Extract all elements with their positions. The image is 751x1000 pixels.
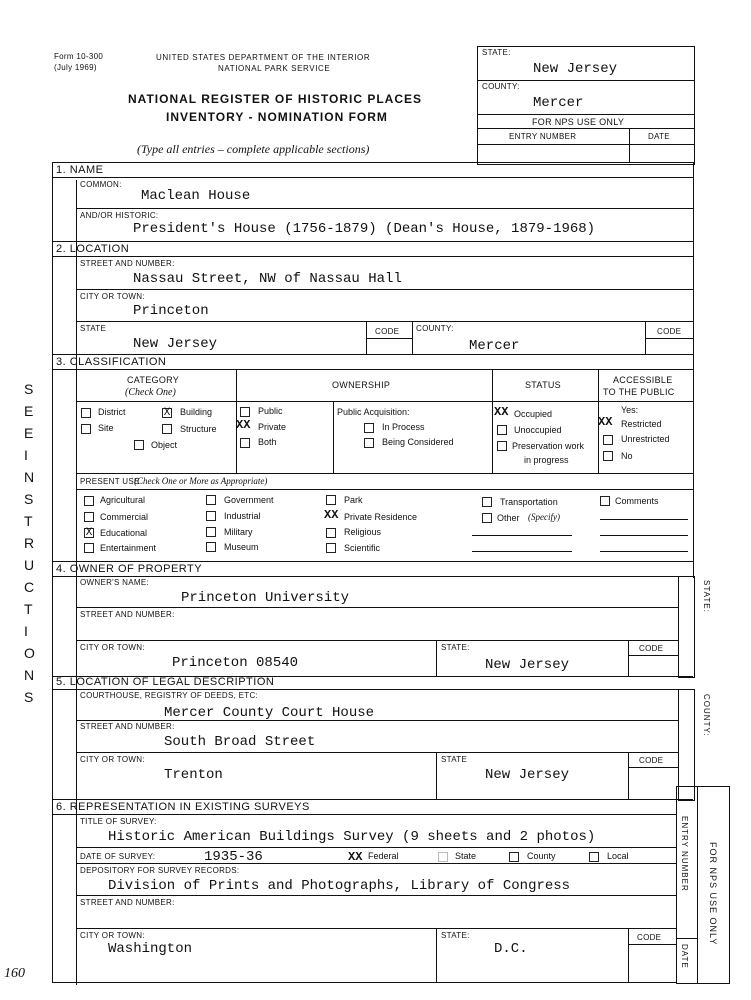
religious-checkbox[interactable]	[326, 528, 336, 538]
preservation-checkbox[interactable]	[497, 441, 507, 451]
owner-code-label: CODE	[639, 644, 664, 653]
in-process-checkbox[interactable]	[364, 423, 374, 433]
unoccupied-label: Unoccupied	[514, 425, 562, 435]
depository-state-label: STATE:	[441, 931, 470, 940]
survey-date-label: DATE OF SURVEY:	[80, 852, 156, 861]
depository-city-label: CITY OR TOWN:	[80, 931, 145, 940]
owner-state-label: STATE:	[441, 643, 470, 652]
status-heading: STATUS	[525, 380, 561, 390]
legal-code-label: CODE	[639, 756, 664, 765]
museum-checkbox[interactable]	[206, 542, 216, 552]
top-nps-use-label: FOR NPS USE ONLY	[532, 117, 625, 127]
county-survey-checkbox[interactable]	[509, 852, 519, 862]
county-label: COUNTY:	[416, 324, 454, 333]
see-instructions-side-text: SEE INSTRUCTIONS	[24, 381, 44, 705]
top-county-label: COUNTY:	[482, 82, 520, 91]
occupied-label: Occupied	[514, 409, 553, 419]
depository-city-value: Washington	[108, 941, 193, 957]
street-value: Nassau Street, NW of Nassau Hall	[133, 271, 402, 287]
local-survey-label: Local	[607, 851, 629, 861]
being-considered-checkbox[interactable]	[364, 438, 374, 448]
accessible-heading-line1: ACCESSIBLE	[613, 375, 673, 385]
depository-value: Division of Prints and Photographs, Library of Congress	[108, 878, 571, 894]
site-label: Site	[98, 423, 114, 433]
side-entry-number-label: ENTRY NUMBER	[680, 816, 689, 892]
state-value: New Jersey	[133, 336, 218, 352]
object-checkbox[interactable]	[134, 440, 144, 450]
unrestricted-label: Unrestricted	[621, 434, 670, 444]
form-title-line1: NATIONAL REGISTER OF HISTORIC PLACES	[128, 92, 423, 106]
no-access-label: No	[621, 451, 633, 461]
section5-heading: 5. LOCATION OF LEGAL DESCRIPTION	[56, 676, 275, 688]
form-instruction: (Type all entries – complete applicable sections)	[137, 142, 370, 156]
public-checkbox[interactable]	[240, 407, 250, 417]
other-specify-label: (Specify)	[528, 512, 560, 522]
courthouse-value: Mercer County Court House	[164, 705, 375, 721]
transportation-label: Transportation	[500, 497, 558, 507]
county-value: Mercer	[469, 338, 520, 354]
depository-label: DEPOSITORY FOR SURVEY RECORDS:	[80, 866, 240, 875]
restricted-checkbox[interactable]: XX	[598, 415, 613, 429]
present-use-label: PRESENT USE	[80, 477, 140, 486]
common-name-value: Maclean House	[141, 188, 251, 204]
industrial-checkbox[interactable]	[206, 511, 216, 521]
commercial-label: Commercial	[100, 512, 149, 522]
government-checkbox[interactable]	[206, 495, 216, 505]
military-checkbox[interactable]	[206, 527, 216, 537]
structure-label: Structure	[180, 424, 217, 434]
other-label: Other	[497, 513, 520, 523]
comments-checkbox[interactable]	[600, 496, 610, 506]
depository-code-label: CODE	[637, 933, 662, 942]
section5-side-box	[678, 689, 695, 801]
district-checkbox[interactable]	[81, 408, 91, 418]
both-checkbox[interactable]	[240, 438, 250, 448]
public-label: Public	[258, 406, 283, 416]
entertainment-label: Entertainment	[100, 543, 157, 553]
in-process-label: In Process	[382, 422, 425, 432]
comments-label: Comments	[615, 496, 659, 506]
transportation-checkbox[interactable]	[482, 497, 492, 507]
historic-name-value: President's House (1756-1879) (Dean's House, 1879-1968)	[133, 221, 596, 237]
section3-heading: 3. CLASSIFICATION	[56, 356, 167, 368]
top-county-value: Mercer	[533, 95, 584, 111]
restricted-label: Restricted	[621, 419, 662, 429]
top-date-label: DATE	[648, 132, 670, 141]
unrestricted-checkbox[interactable]	[603, 435, 613, 445]
form-date: (July 1969)	[54, 63, 97, 72]
city-value: Princeton	[133, 303, 209, 319]
section6-heading: 6. REPRESENTATION IN EXISTING SURVEYS	[56, 801, 310, 813]
legal-state-value: New Jersey	[485, 767, 570, 783]
federal-checkbox[interactable]: XX	[348, 850, 363, 864]
city-label: CITY OR TOWN:	[80, 292, 145, 301]
top-state-value: New Jersey	[533, 61, 618, 77]
preservation-label-line2: in progress	[524, 455, 569, 465]
category-heading: CATEGORY	[127, 375, 180, 385]
building-label: Building	[180, 407, 213, 417]
section4-side-box	[678, 576, 695, 678]
private-residence-label: Private Residence	[344, 512, 418, 522]
present-use-note: (Check One or More as Appropriate)	[134, 476, 268, 486]
side-nps-use-label: FOR NPS USE ONLY	[708, 842, 718, 946]
historic-name-label: AND/OR HISTORIC:	[80, 211, 159, 220]
state-survey-checkbox[interactable]	[438, 852, 448, 862]
legal-city-label: CITY OR TOWN:	[80, 755, 145, 764]
structure-checkbox[interactable]	[162, 424, 172, 434]
section5-side-county-label: COUNTY:	[702, 694, 711, 737]
scientific-label: Scientific	[344, 543, 381, 553]
ownership-heading: OWNERSHIP	[332, 380, 391, 390]
occupied-checkbox[interactable]: XX	[494, 405, 509, 419]
park-label: Park	[344, 495, 363, 505]
educational-checkbox[interactable]: X	[85, 527, 93, 539]
owner-name-value: Princeton University	[181, 590, 350, 606]
top-entry-number-label: ENTRY NUMBER	[509, 132, 577, 141]
scientific-checkbox[interactable]	[326, 543, 336, 553]
side-date-label: DATE	[680, 944, 689, 969]
public-acquisition-label: Public Acquisition:	[337, 407, 410, 417]
commercial-checkbox[interactable]	[84, 512, 94, 522]
department-name: UNITED STATES DEPARTMENT OF THE INTERIOR	[156, 53, 371, 62]
state-survey-label: State	[455, 851, 477, 861]
section4-heading: 4. OWNER OF PROPERTY	[56, 563, 203, 575]
site-checkbox[interactable]	[81, 424, 91, 434]
being-considered-label: Being Considered	[382, 437, 454, 447]
section2-heading: 2. LOCATION	[56, 243, 130, 255]
park-checkbox[interactable]	[326, 495, 336, 505]
object-label: Object	[151, 440, 178, 450]
courthouse-label: COURTHOUSE, REGISTRY OF DEEDS, ETC:	[80, 691, 259, 700]
depository-street-label: STREET AND NUMBER:	[80, 898, 175, 907]
state-code-label: CODE	[375, 327, 400, 336]
entertainment-checkbox[interactable]	[84, 543, 94, 553]
legal-street-label: STREET AND NUMBER:	[80, 722, 175, 731]
industrial-label: Industrial	[224, 511, 261, 521]
private-ownership-checkbox[interactable]: XX	[236, 418, 251, 432]
form-number: Form 10-300	[54, 52, 104, 61]
service-name: NATIONAL PARK SERVICE	[218, 64, 331, 73]
building-checkbox[interactable]: X	[163, 407, 171, 419]
agricultural-label: Agricultural	[100, 495, 146, 505]
street-label: STREET AND NUMBER:	[80, 259, 175, 268]
owner-name-label: OWNER'S NAME:	[80, 578, 149, 587]
federal-label: Federal	[368, 851, 399, 861]
depository-state-value: D.C.	[494, 941, 528, 957]
owner-city-value: Princeton 08540	[172, 655, 299, 671]
preservation-label-line1: Preservation work	[512, 441, 585, 451]
other-checkbox[interactable]	[482, 513, 492, 523]
top-state-label: STATE:	[482, 48, 511, 57]
legal-city-value: Trenton	[164, 767, 223, 783]
legal-state-label: STATE	[441, 755, 468, 764]
owner-city-label: CITY OR TOWN:	[80, 643, 145, 652]
agricultural-checkbox[interactable]	[84, 496, 94, 506]
section1-heading: 1. NAME	[56, 164, 104, 176]
district-label: District	[98, 407, 126, 417]
owner-street-label: STREET AND NUMBER:	[80, 610, 175, 619]
unoccupied-checkbox[interactable]	[497, 425, 507, 435]
section4-side-state-label: STATE:	[702, 580, 711, 613]
military-label: Military	[224, 527, 253, 537]
religious-label: Religious	[344, 527, 382, 537]
museum-label: Museum	[224, 542, 259, 552]
survey-date-value: 1935-36	[204, 849, 263, 865]
no-access-checkbox[interactable]	[603, 451, 613, 461]
left-margin-line	[52, 162, 53, 982]
state-label: STATE	[80, 324, 107, 333]
survey-title-label: TITLE OF SURVEY:	[80, 817, 157, 826]
category-subheading: (Check One)	[125, 387, 176, 398]
both-label: Both	[258, 437, 277, 447]
private-ownership-label: Private	[258, 422, 287, 432]
educational-label: Educational	[100, 528, 148, 538]
form-title-line2: INVENTORY - NOMINATION FORM	[166, 110, 388, 124]
legal-street-value: South Broad Street	[164, 734, 316, 750]
margin-handwritten-note: 160	[4, 966, 25, 981]
county-survey-label: County	[527, 851, 556, 861]
common-name-label: COMMON:	[80, 180, 122, 189]
local-survey-checkbox[interactable]	[589, 852, 599, 862]
county-code-label: CODE	[657, 327, 682, 336]
private-residence-checkbox[interactable]: XX	[324, 508, 339, 522]
owner-state-value: New Jersey	[485, 657, 570, 673]
government-label: Government	[224, 495, 274, 505]
survey-title-value: Historic American Buildings Survey (9 sheets and 2 photos)	[108, 829, 596, 845]
accessible-yes-label: Yes:	[621, 405, 639, 415]
accessible-heading-line2: TO THE PUBLIC	[603, 387, 675, 397]
